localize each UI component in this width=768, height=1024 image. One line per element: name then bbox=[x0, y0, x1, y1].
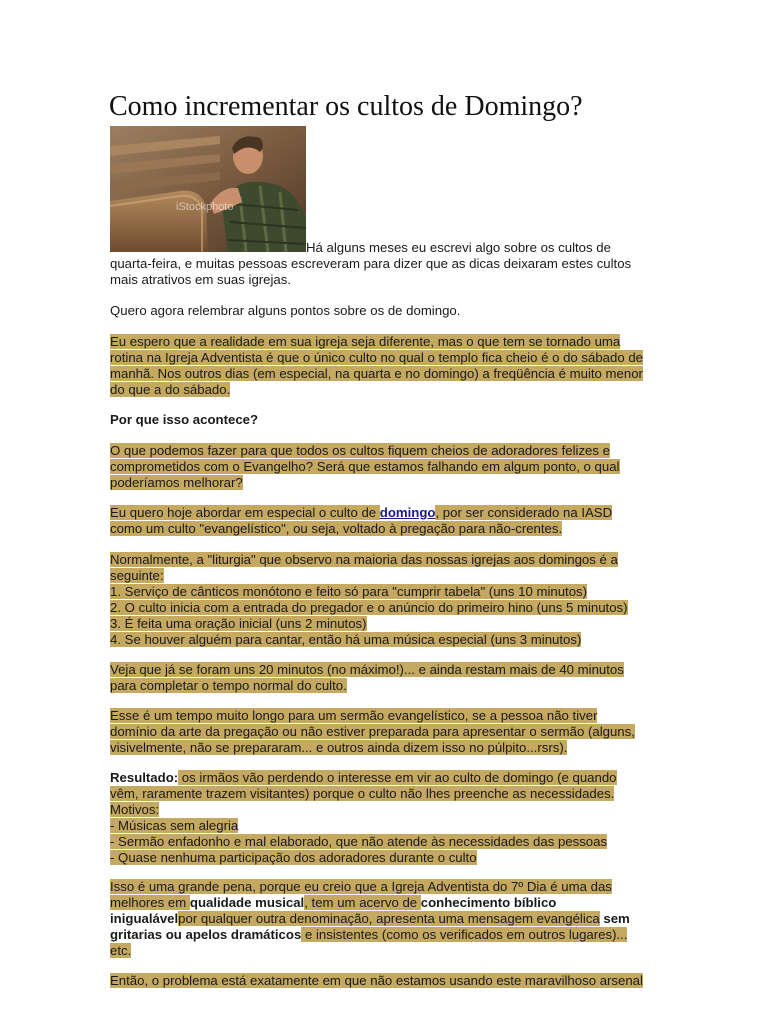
highlighted-text: comprometidos com o Evangelho? Será que estamos falhando em algum ponto, o qual bbox=[110, 459, 620, 474]
domingo-link[interactable]: domingo bbox=[379, 505, 436, 520]
paragraph-o-que bbox=[110, 443, 662, 491]
intro-line: mais atrativos em suas igrejas. bbox=[110, 272, 292, 287]
paragraph-relembrar bbox=[110, 303, 662, 319]
highlighted-text: Motivos: bbox=[110, 802, 160, 817]
resultado-label: Resultado: bbox=[110, 770, 179, 785]
highlighted-text: e insistentes (como os verificados em outros lugares)... bbox=[301, 927, 628, 942]
list-item: - Quase nenhuma participação dos adoradores durante o culto bbox=[110, 850, 477, 865]
highlighted-text: Então, o problema está exatamente em que não estamos usando este maravilhoso arsenal bbox=[110, 973, 643, 988]
highlighted-text: manhã. Nos outros dias (em especial, na quarta e no domingo) a freqüência é muito menor bbox=[110, 366, 643, 381]
highlighted-text: etc. bbox=[110, 943, 132, 958]
heading-por-que bbox=[110, 412, 662, 428]
paragraph-resultado bbox=[110, 770, 662, 866]
page-title: Como incrementar os cultos de Domingo? bbox=[109, 91, 583, 122]
highlighted-text: Eu quero hoje abordar em especial o culto de bbox=[110, 505, 380, 520]
paragraph-esse bbox=[110, 708, 662, 756]
highlighted-text: melhores em bbox=[110, 895, 190, 910]
list-item: - Sermão enfadonho e mal elaborado, que não atende às necessidades das pessoas bbox=[110, 834, 608, 849]
highlighted-text: rotina na Igreja Adventista é que o único culto no qual o templo fica cheio é o do sábado de bbox=[110, 350, 643, 365]
intro-line: quarta-feira, e muitas pessoas escreveram para dizer que as dicas deixaram estes cultos bbox=[110, 256, 632, 271]
bold-text: qualidade musical bbox=[189, 895, 305, 910]
highlighted-text: , tem um acervo de bbox=[304, 895, 421, 910]
paragraph-isso bbox=[110, 879, 662, 959]
highlighted-text: seguinte: bbox=[110, 568, 164, 583]
bold-text: inigualável bbox=[110, 911, 179, 926]
highlighted-text: para completar o tempo normal do culto. bbox=[110, 678, 347, 693]
bold-text: gritarias ou apelos dramáticos bbox=[110, 927, 302, 942]
paragraph-normalmente bbox=[110, 552, 662, 648]
list-item: 2. O culto inicia com a entrada do pregador e o anúncio do primeiro hino (uns 5 minutos) bbox=[110, 600, 628, 615]
highlighted-text: visivelmente, não se prepararam... e outros ainda dizem isso no púlpito...rsrs). bbox=[110, 740, 568, 755]
list-item: - Músicas sem alegria bbox=[110, 818, 239, 833]
intro-paragraph bbox=[110, 240, 662, 288]
list-item: 4. Se houver alguém para cantar, então há uma música especial (uns 3 minutos) bbox=[110, 632, 582, 647]
paragraph-quero bbox=[110, 505, 662, 537]
bold-text: conhecimento bíblico bbox=[420, 895, 557, 910]
paragraph-veja bbox=[110, 662, 662, 694]
highlighted-text: , por ser considerado na IASD bbox=[435, 505, 613, 520]
intro-line: Há alguns meses eu escrevi algo sobre os cultos de bbox=[306, 240, 611, 255]
stock-photo-praying-man bbox=[110, 126, 306, 252]
highlighted-text: poderíamos melhorar? bbox=[110, 475, 243, 490]
highlighted-text: Isso é uma grande pena, porque eu creio que a Igreja Adventista do 7º Dia é uma das bbox=[110, 879, 612, 894]
list-item: 1. Serviço de cânticos monótono e feito só para "cumprir tabela" (uns 10 minutos) bbox=[110, 584, 588, 599]
paragraph-espero bbox=[110, 334, 662, 398]
highlighted-text: Esse é um tempo muito longo para um sermão evangelístico, se a pessoa não tiver bbox=[110, 708, 598, 723]
highlighted-text: por qualquer outra denominação, apresenta uma mensagem evangélica bbox=[178, 911, 600, 926]
highlighted-text: Normalmente, a "liturgia" que observo na maioria das nossas igrejas aos domingos é a bbox=[110, 552, 618, 567]
highlighted-text: domínio da arte da pregação ou não estiver preparada para apresentar o sermão (alguns, bbox=[110, 724, 635, 739]
text-line: Quero agora relembrar alguns pontos sobre os de domingo. bbox=[110, 303, 461, 318]
highlighted-text: vêm, raramente trazem visitantes) porque o culto não lhes preenche as necessidades. bbox=[110, 786, 615, 801]
highlighted-text: O que podemos fazer para que todos os cultos fiquem cheios de adoradores felizes e bbox=[110, 443, 610, 458]
watermark-text: iStockphoto bbox=[176, 201, 234, 213]
paragraph-entao bbox=[110, 973, 662, 989]
highlighted-text: Eu espero que a realidade em sua igreja seja diferente, mas o que tem se tornado uma bbox=[110, 334, 621, 349]
highlighted-text: do que a do sábado. bbox=[110, 382, 231, 397]
bold-text: sem bbox=[599, 911, 630, 926]
subheading: Por que isso acontece? bbox=[110, 412, 259, 427]
list-item: 3. É feita uma oração inicial (uns 2 minutos) bbox=[110, 616, 367, 631]
highlighted-text: Veja que já se foram uns 20 minutos (no máximo!)... e ainda restam mais de 40 minutos bbox=[110, 662, 624, 677]
highlighted-text: como um culto "evangelístico", ou seja, voltado à pregação para não-crentes. bbox=[110, 521, 563, 536]
highlighted-text: os irmãos vão perdendo o interesse em vir ao culto de domingo (e quando bbox=[178, 770, 617, 785]
